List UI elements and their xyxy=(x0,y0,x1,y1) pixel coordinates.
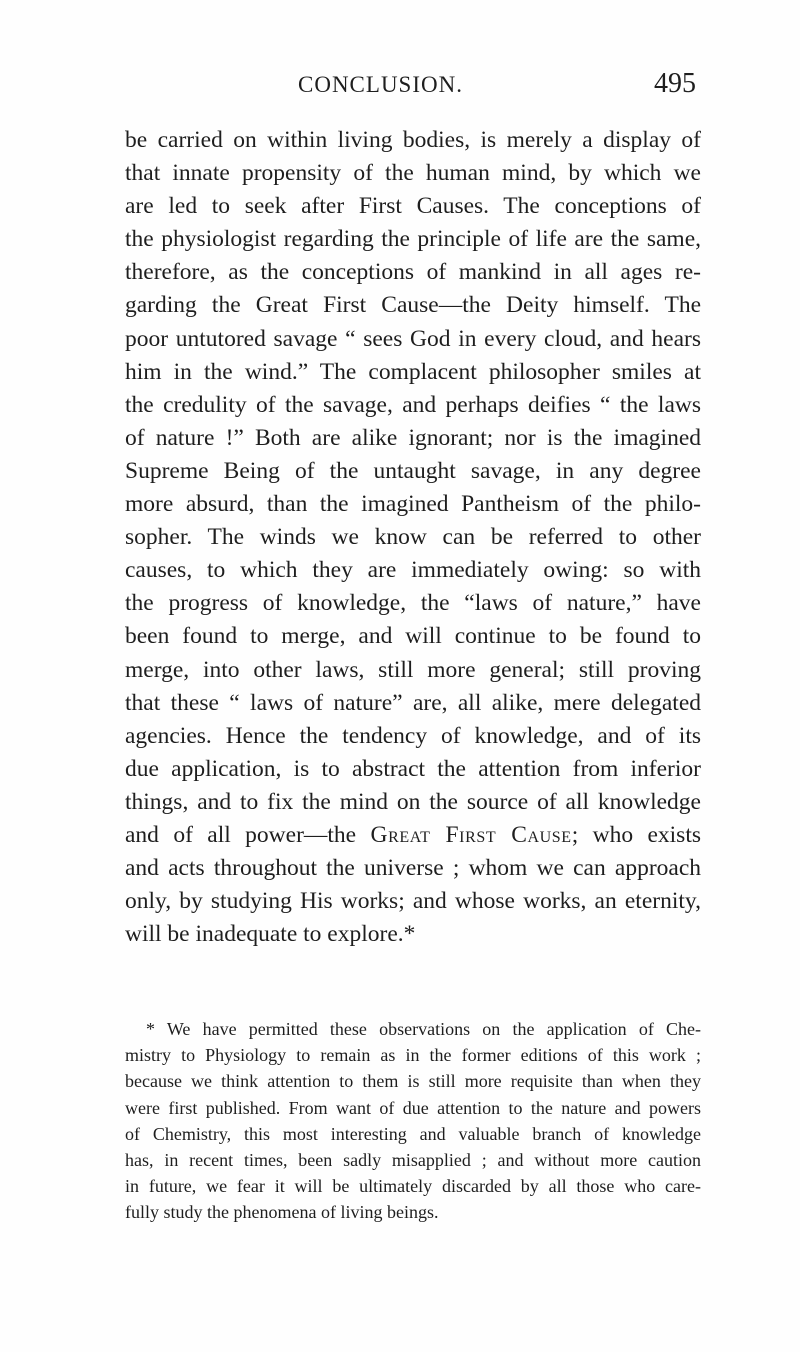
footnote-line: has, in recent times, been sadly misapplied ; and without more caution xyxy=(125,1149,701,1170)
text-line-great-first-cause xyxy=(125,819,701,852)
text-line: due application, is to abstract the attention from inferior xyxy=(125,755,701,782)
text-line: will be inadequate to explore.* xyxy=(125,921,416,948)
text-line: him in the wind.” The complacent philosopher smiles at xyxy=(125,358,701,385)
running-head xyxy=(258,68,696,104)
text-line: only, by studying His works; and whose works, an eternity, xyxy=(125,888,701,915)
text-segment: and of all power—the xyxy=(125,821,371,848)
text-line: garding the Great First Cause—the Deity himself. The xyxy=(125,292,701,319)
footnote-line: in future, we fear it will be ultimately discarded by all those who care- xyxy=(125,1176,701,1197)
footnote-line: mistry to Physiology to remain as in the former editions of this work ; xyxy=(125,1045,701,1066)
text-line: Supreme Being of the untaught savage, in any degree xyxy=(125,457,701,484)
footnote-line: of Chemistry, this most interesting and valuable branch of knowledge xyxy=(125,1123,701,1144)
text-line: more absurd, than the imagined Pantheism of the philo- xyxy=(125,491,701,518)
text-line: the progress of knowledge, the “laws of nature,” have xyxy=(125,590,701,617)
text-line: be carried on within living bodies, is merely a display of xyxy=(125,127,701,153)
footnote-line: because we think attention to them is still more requisite than when they xyxy=(125,1071,701,1092)
text-line: that these “ laws of nature” are, all alike, mere delegated xyxy=(125,689,701,716)
text-line: and acts throughout the universe ; whom we can approach xyxy=(125,855,701,882)
page-number: 495 xyxy=(654,68,696,99)
body-text xyxy=(125,124,701,951)
text-line: sopher. The winds we know can be referred to other xyxy=(125,524,701,551)
text-line: merge, into other laws, still more general; still proving xyxy=(125,656,701,683)
footnote-line: * We have permitted these observations on the application of Che- xyxy=(146,1019,701,1039)
running-title: CONCLUSION. xyxy=(298,72,463,97)
text-line: poor untutored savage “ sees God in every cloud, and hears xyxy=(125,325,701,352)
text-line: agencies. Hence the tendency of knowledge, and of its xyxy=(125,722,701,749)
text-line: therefore, as the conceptions of mankind in all ages re- xyxy=(125,259,701,286)
footnote-line: fully study the phenomena of living beings. xyxy=(125,1202,439,1223)
footnote xyxy=(125,1016,701,1226)
text-line: that innate propensity of the human mind, by which we xyxy=(125,160,701,187)
text-line: are led to seek after First Causes. The conceptions of xyxy=(125,193,701,220)
text-line: the physiologist regarding the principle of life are the same, xyxy=(125,226,701,253)
text-line: of nature !” Both are alike ignorant; nor is the imagined xyxy=(125,424,701,451)
text-line: been found to merge, and will continue to be found to xyxy=(125,623,701,650)
footnote-line: were first published. From want of due attention to the nature and powers xyxy=(125,1097,701,1118)
text-segment: ; who exists xyxy=(571,821,702,848)
text-line: the credulity of the savage, and perhaps deifies “ the laws xyxy=(125,391,701,418)
text-line: causes, to which they are immediately owing: so with xyxy=(125,557,701,584)
text-line: things, and to fix the mind on the source of all knowledge xyxy=(125,788,701,815)
small-caps-phrase: Great First Cause xyxy=(370,821,572,848)
